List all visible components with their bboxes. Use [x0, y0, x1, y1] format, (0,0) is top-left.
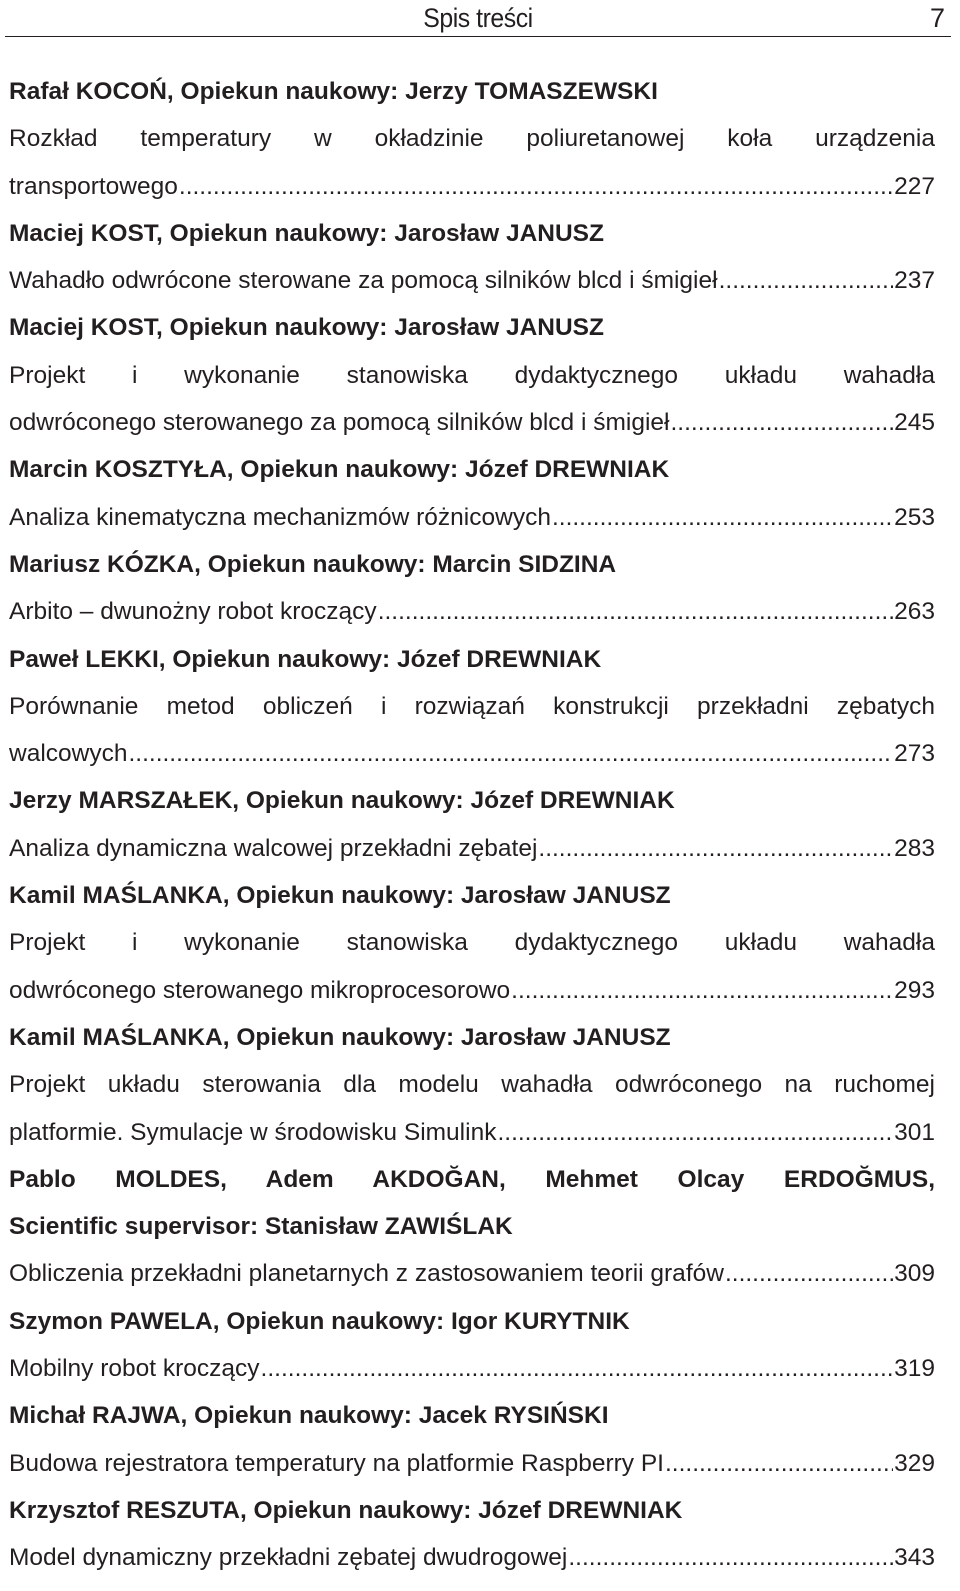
entry-title-leader [9, 730, 935, 777]
toc-entry [9, 446, 935, 541]
entry-author: Mariusz KÓZKA, Opiekun naukowy: Marcin SIDZINA [9, 550, 617, 578]
entry-author: Pablo MOLDES, Adem AKDOĞAN, Mehmet Olcay ERDOĞMUS, [9, 1165, 935, 1193]
toc-entry [9, 210, 935, 305]
entry-title-leader [9, 967, 935, 1014]
entry-title-line: transportowego [9, 172, 178, 200]
entry-page-number: 343 [894, 1544, 935, 1572]
entry-title-leader [9, 1345, 935, 1392]
entry-title-leader [9, 825, 935, 872]
toc-entry [9, 777, 935, 872]
entry-page-number: 309 [894, 1260, 935, 1288]
dot-leader [670, 399, 893, 446]
entry-title-line: Model dynamiczny przekładni zębatej dwudrogowej [9, 1544, 568, 1572]
dot-leader [719, 257, 894, 304]
entry-page-number: 237 [894, 267, 935, 295]
entry-page-number: 245 [894, 409, 935, 437]
entry-title-line: Budowa rejestratora temperatury na platformie Raspberry PI [9, 1449, 664, 1477]
entry-title-line: Obliczenia przekładni planetarnych z zastosowaniem teorii grafów [9, 1260, 724, 1288]
dot-leader [552, 494, 893, 541]
dot-leader [261, 1345, 894, 1392]
dot-leader [725, 1250, 893, 1297]
toc-entry [9, 872, 935, 1014]
entry-author: Kamil MAŚLANKA, Opiekun naukowy: Jarosław JANUSZ [9, 1023, 671, 1051]
entry-title-leader [9, 494, 935, 541]
entry-author: Szymon PAWELA, Opiekun naukowy: Igor KURYTNIK [9, 1307, 630, 1335]
entry-author: Paweł LEKKI, Opiekun naukowy: Józef DREWNIAK [9, 645, 602, 673]
dot-leader [511, 967, 893, 1014]
entry-title-line: Projekt i wykonanie stanowiska dydaktycznego układu wahadła [9, 929, 935, 957]
entry-page-number: 283 [894, 834, 935, 862]
toc-entry [9, 68, 935, 210]
entry-title-line: Projekt układu sterowania dla modelu wahadła odwróconego na ruchomej [9, 1071, 935, 1099]
toc-entry [9, 636, 935, 778]
dot-leader [378, 588, 893, 635]
entry-author: Maciej KOST, Opiekun naukowy: Jarosław JANUSZ [9, 219, 604, 247]
entry-title-line: walcowych [9, 740, 128, 768]
entry-author: Marcin KOSZTYŁA, Opiekun naukowy: Józef DREWNIAK [9, 456, 670, 484]
dot-leader [665, 1440, 893, 1487]
entry-title-line: Analiza kinematyczna mechanizmów różnicowych [9, 503, 551, 531]
entry-author: Krzysztof RESZUTA, Opiekun naukowy: Józef DREWNIAK [9, 1496, 683, 1524]
entry-title-leader [9, 1109, 935, 1156]
entry-title-leader [9, 163, 935, 210]
entry-title-leader [9, 399, 935, 446]
entry-title-line: Arbito – dwunożny robot kroczący [9, 598, 377, 626]
entry-title-leader [9, 1250, 935, 1297]
entry-author: Michał RAJWA, Opiekun naukowy: Jacek RYSIŃSKI [9, 1402, 609, 1430]
header-page-number: 7 [929, 3, 945, 33]
entry-title-leader [9, 1534, 935, 1581]
entry-title-line: Wahadło odwrócone sterowane za pomocą silników blcd i śmigieł [9, 267, 718, 295]
entry-title-line: odwróconego sterowanego mikroprocesorowo [9, 976, 511, 1004]
entry-author: Rafał KOCOŃ, Opiekun naukowy: Jerzy TOMASZEWSKI [9, 78, 658, 105]
entry-title-leader [9, 588, 935, 635]
dot-leader [568, 1534, 893, 1581]
header-title: Spis treści [423, 3, 533, 33]
toc-entry [9, 1298, 935, 1393]
entry-author: Scientific supervisor: Stanisław ZAWIŚLAK [9, 1213, 513, 1241]
table-of-contents [9, 68, 935, 1582]
dot-leader [128, 730, 893, 777]
toc-entry [9, 1014, 935, 1156]
entry-title-line: platformie. Symulacje w środowisku Simulink [9, 1118, 497, 1146]
entry-author: Maciej KOST, Opiekun naukowy: Jarosław JANUSZ [9, 314, 604, 342]
toc-entry [9, 1156, 935, 1298]
entry-page-number: 293 [894, 976, 935, 1004]
entry-page-number: 329 [894, 1449, 935, 1477]
entry-title-line: odwróconego sterowanego za pomocą silników blcd i śmigieł [9, 409, 670, 437]
toc-entry [9, 1392, 935, 1487]
entry-title-line: Projekt i wykonanie stanowiska dydaktycznego układu wahadła [9, 361, 935, 389]
toc-entry [9, 304, 935, 446]
entry-page-number: 227 [894, 172, 935, 200]
dot-leader [538, 825, 893, 872]
entry-page-number: 263 [894, 598, 935, 626]
entry-page-number: 253 [894, 503, 935, 531]
entry-title-line: Porównanie metod obliczeń i rozwiązań konstrukcji przekładni zębatych [9, 692, 935, 720]
page-header [5, 0, 951, 37]
entry-title-line: Rozkład temperatury w okładzinie poliuretanowej koła urządzenia [9, 125, 935, 153]
entry-title-leader [9, 1440, 935, 1487]
entry-author: Jerzy MARSZAŁEK, Opiekun naukowy: Józef DREWNIAK [9, 787, 675, 815]
entry-page-number: 319 [894, 1355, 935, 1383]
entry-page-number: 273 [894, 740, 935, 768]
entry-title-leader [9, 257, 935, 304]
toc-entry [9, 541, 935, 636]
entry-title-line: Mobilny robot kroczący [9, 1355, 260, 1383]
dot-leader [497, 1109, 893, 1156]
entry-page-number: 301 [894, 1118, 935, 1146]
entry-author: Kamil MAŚLANKA, Opiekun naukowy: Jarosław JANUSZ [9, 882, 671, 910]
dot-leader [179, 163, 893, 210]
toc-entry [9, 1487, 935, 1582]
entry-title-line: Analiza dynamiczna walcowej przekładni zębatej [9, 834, 538, 862]
